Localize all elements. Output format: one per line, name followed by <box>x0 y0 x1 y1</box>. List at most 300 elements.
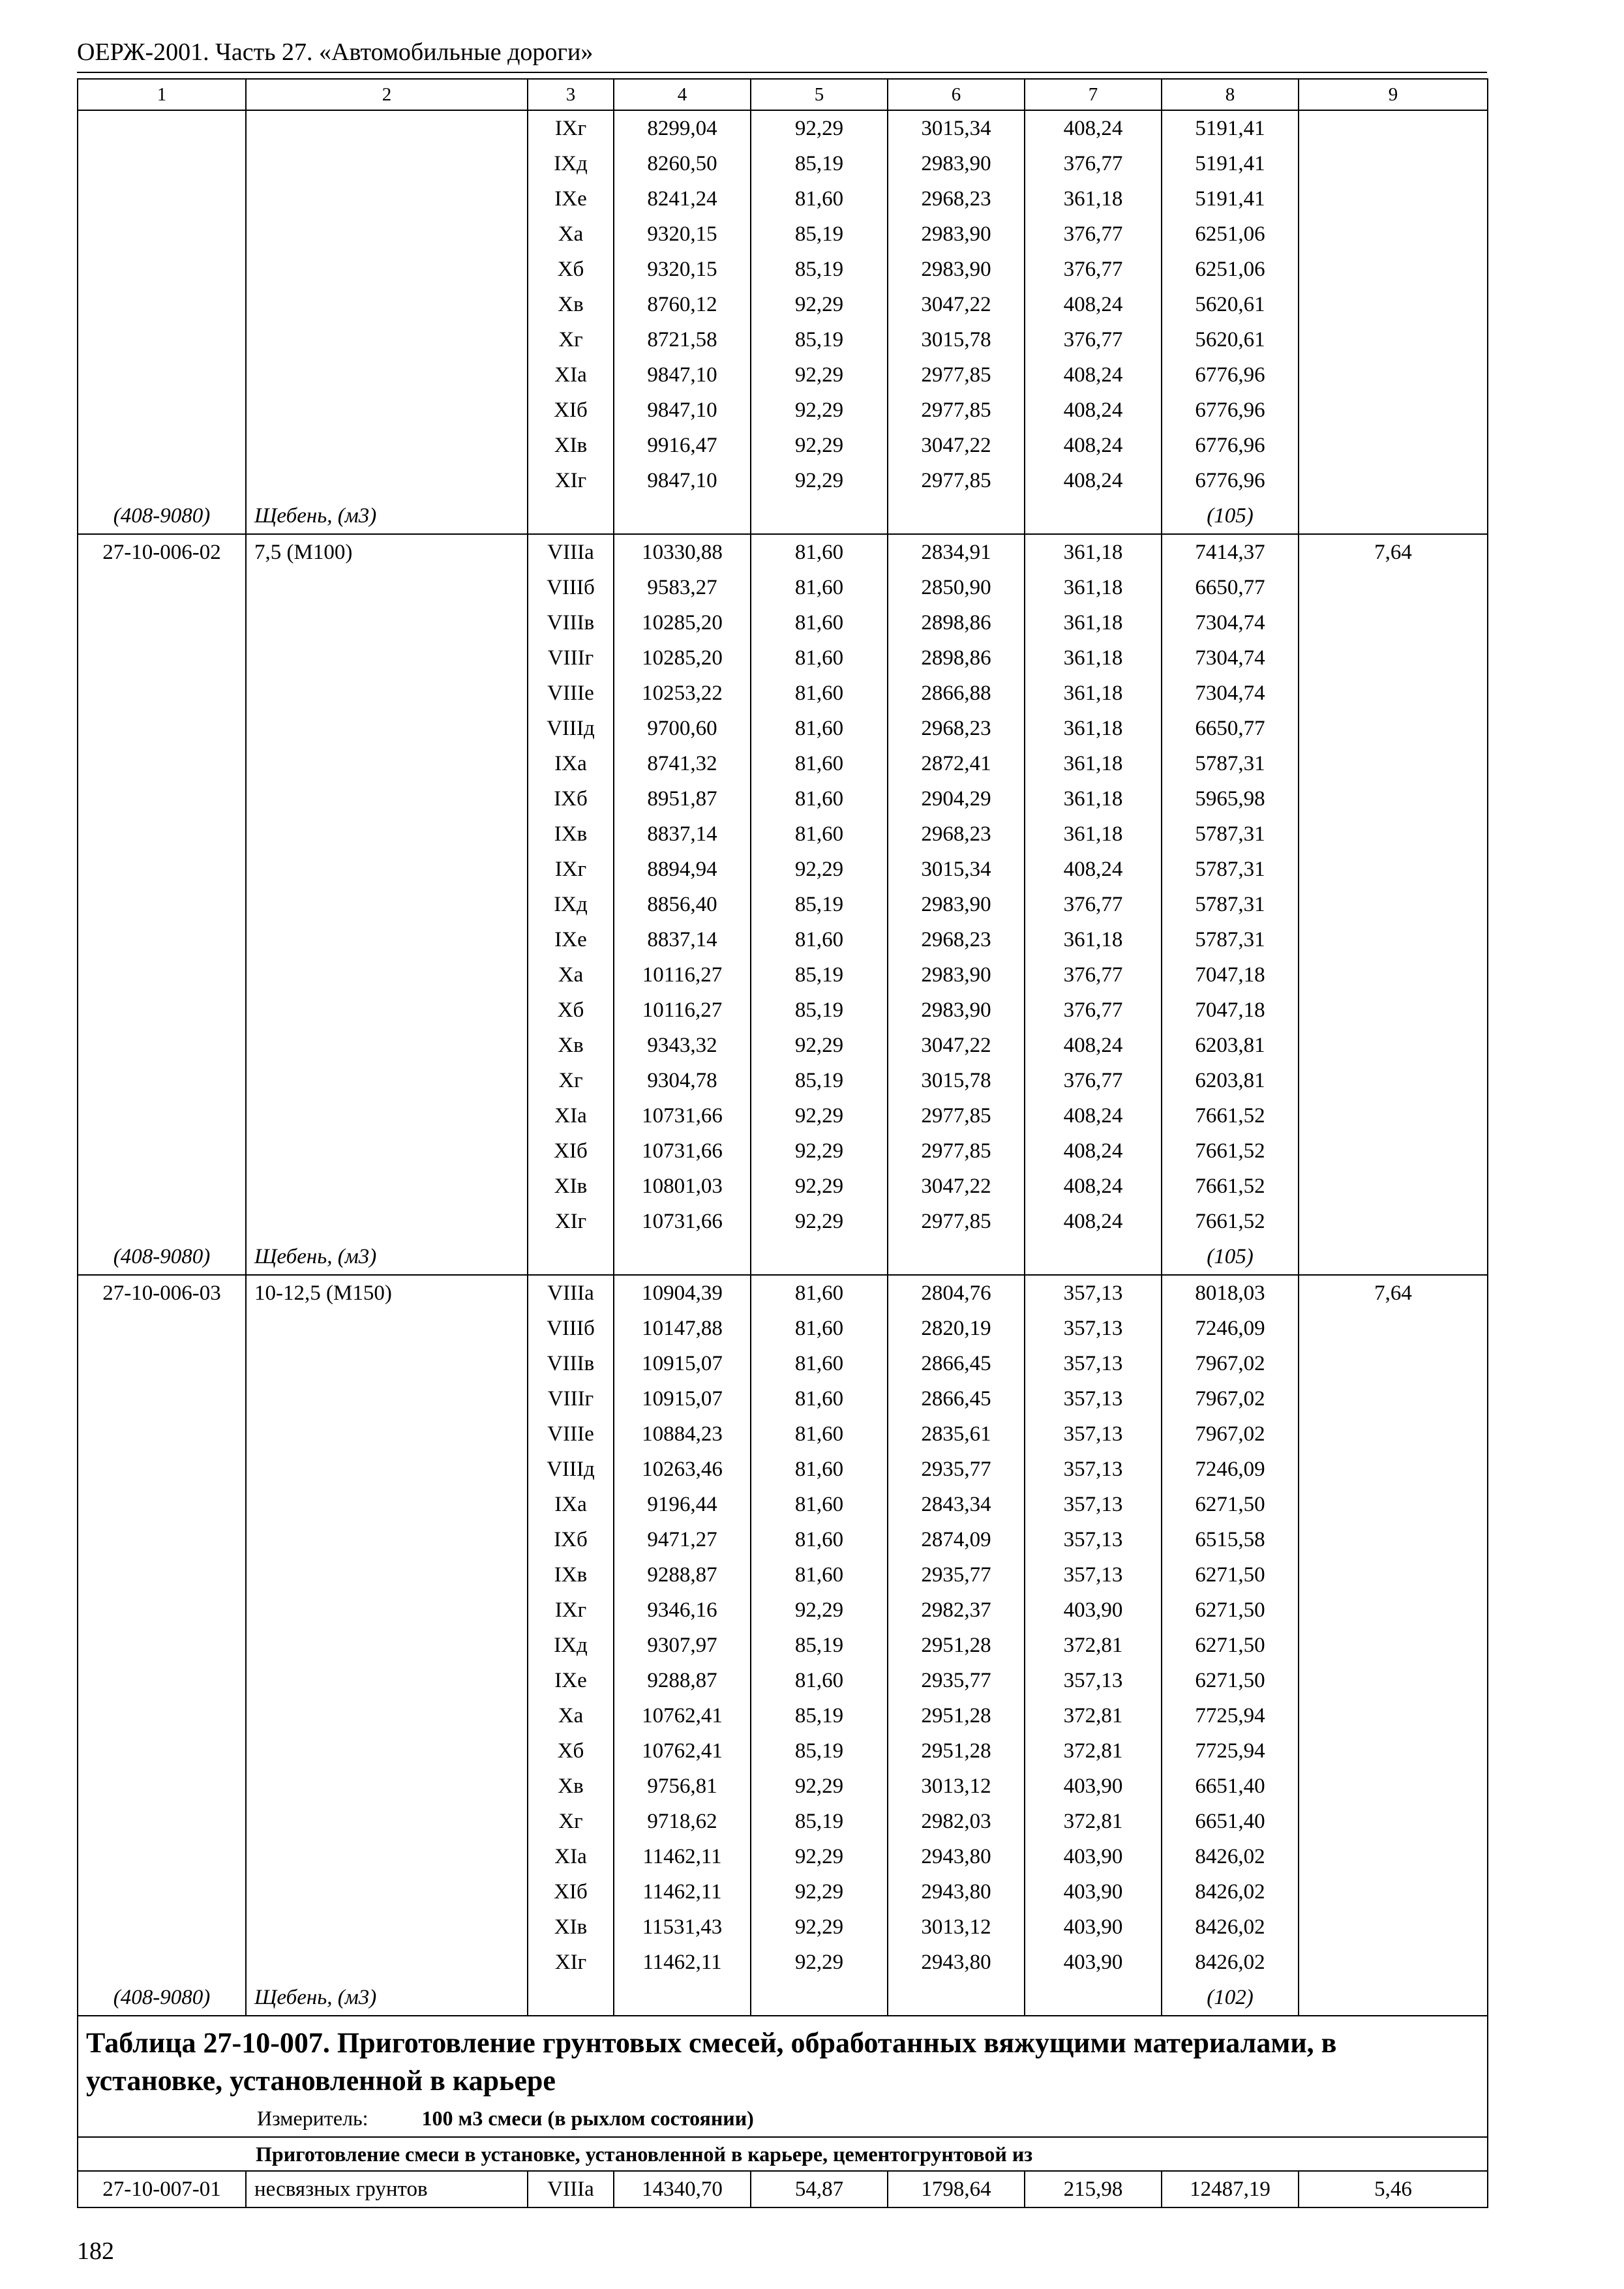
machine-cost-cell: 2835,61 <box>888 1416 1025 1452</box>
wages-cell: 81,60 <box>751 605 888 640</box>
total-cost-cell: 10915,07 <box>614 1346 751 1381</box>
code-cell <box>78 957 246 993</box>
labor-cell <box>1299 1169 1488 1204</box>
machine-cost-cell: 2943,80 <box>888 1945 1025 1980</box>
code-cell <box>78 181 246 217</box>
labor-cell <box>1299 357 1488 393</box>
total-cost-cell: 10884,23 <box>614 1416 751 1452</box>
table-row <box>78 2171 1488 2207</box>
note-empty <box>1025 1980 1162 2016</box>
note-empty <box>1025 498 1162 534</box>
name-cell <box>246 322 528 357</box>
table-row <box>78 463 1488 498</box>
materials-cell: 5787,31 <box>1162 746 1299 781</box>
materials-cell: 6271,50 <box>1162 1663 1299 1698</box>
code-cell <box>78 993 246 1028</box>
code-cell <box>78 463 246 498</box>
wages-cell: 92,29 <box>751 1204 888 1239</box>
labor-cell <box>1299 1874 1488 1909</box>
total-cost-cell: 9847,10 <box>614 463 751 498</box>
note-empty <box>614 1980 751 2016</box>
name-cell <box>246 1804 528 1839</box>
labor-cell <box>1299 1133 1488 1169</box>
labor-cell <box>1299 322 1488 357</box>
machinist-wages-cell: 408,24 <box>1025 1169 1162 1204</box>
materials-cell: 6251,06 <box>1162 252 1299 287</box>
note-empty <box>614 498 751 534</box>
machine-cost-cell: 2968,23 <box>888 816 1025 852</box>
table-row <box>78 1874 1488 1909</box>
labor-cell <box>1299 1769 1488 1804</box>
materials-cell: 7047,18 <box>1162 993 1299 1028</box>
column-number: 3 <box>528 79 614 110</box>
name-cell <box>246 605 528 640</box>
wages-cell: 92,29 <box>751 1028 888 1063</box>
total-cost-cell: 11462,11 <box>614 1945 751 1980</box>
wages-cell: 81,60 <box>751 640 888 676</box>
machinist-wages-cell: 408,24 <box>1025 428 1162 463</box>
machinist-wages-cell: 408,24 <box>1025 287 1162 322</box>
labor-cell <box>1299 922 1488 957</box>
total-cost-cell: 9346,16 <box>614 1593 751 1628</box>
wages-cell: 81,60 <box>751 1663 888 1698</box>
labor-cell <box>1299 1522 1488 1557</box>
note-value: (105) <box>1162 498 1299 534</box>
table-title: Таблица 27-10-007. Приготовление грунтовых смесей, обработанных вяжущими материалами, в установке, установленной в карьере <box>86 2027 1337 2097</box>
materials-cell: 7661,52 <box>1162 1133 1299 1169</box>
labor-cell <box>1299 781 1488 816</box>
code-cell <box>78 1487 246 1522</box>
table-row <box>78 887 1488 922</box>
total-cost-cell: 10263,46 <box>614 1452 751 1487</box>
table-row <box>78 1381 1488 1416</box>
code-cell <box>78 1522 246 1557</box>
table-row <box>78 1804 1488 1839</box>
zone-cell: VIIIб <box>528 1311 614 1346</box>
zone-cell: XIв <box>528 1169 614 1204</box>
machinist-wages-cell: 372,81 <box>1025 1804 1162 1839</box>
wages-cell: 81,60 <box>751 570 888 605</box>
materials-cell: 7304,74 <box>1162 640 1299 676</box>
name-cell <box>246 1909 528 1945</box>
machinist-wages-cell: 403,90 <box>1025 1945 1162 1980</box>
name-cell <box>246 852 528 887</box>
labor-cell <box>1299 1063 1488 1098</box>
note-name: Щебень, (м3) <box>246 498 528 534</box>
labor-cell <box>1299 463 1488 498</box>
code-cell <box>78 428 246 463</box>
note-empty <box>528 1239 614 1275</box>
labor-cell <box>1299 1311 1488 1346</box>
table-row <box>78 1275 1488 1311</box>
note-value: (105) <box>1162 1239 1299 1275</box>
code-cell <box>78 146 246 181</box>
wages-cell: 81,60 <box>751 1381 888 1416</box>
code-cell <box>78 1311 246 1346</box>
table-row <box>78 993 1488 1028</box>
labor-cell <box>1299 816 1488 852</box>
note-empty <box>528 1980 614 2016</box>
materials-cell: 6776,96 <box>1162 357 1299 393</box>
machine-cost-cell: 2951,28 <box>888 1628 1025 1663</box>
labor-cell <box>1299 1416 1488 1452</box>
wages-cell: 92,29 <box>751 1098 888 1133</box>
note-empty <box>1299 498 1488 534</box>
machinist-wages-cell: 357,13 <box>1025 1452 1162 1487</box>
materials-cell: 6515,58 <box>1162 1522 1299 1557</box>
subheading-row <box>78 2137 1488 2171</box>
code-cell <box>78 1452 246 1487</box>
zone-cell: XIв <box>528 1909 614 1945</box>
code-cell <box>78 746 246 781</box>
wages-cell: 85,19 <box>751 1628 888 1663</box>
zone-cell: Xа <box>528 1698 614 1733</box>
labor-cell <box>1299 1663 1488 1698</box>
table-caption <box>78 2016 1488 2137</box>
machinist-wages-cell: 408,24 <box>1025 1133 1162 1169</box>
total-cost-cell: 9847,10 <box>614 357 751 393</box>
note-empty <box>888 1980 1025 2016</box>
table-row <box>78 1593 1488 1628</box>
materials-cell: 6776,96 <box>1162 393 1299 428</box>
table-row <box>78 1204 1488 1239</box>
total-cost-cell: 10731,66 <box>614 1098 751 1133</box>
table-row <box>78 322 1488 357</box>
machine-cost-cell: 2935,77 <box>888 1557 1025 1593</box>
note-empty <box>1025 1239 1162 1275</box>
table-row <box>78 146 1488 181</box>
note-empty <box>888 498 1025 534</box>
code-cell <box>78 110 246 146</box>
zone-cell: IXв <box>528 816 614 852</box>
zone-cell: Xв <box>528 1028 614 1063</box>
wages-cell: 81,60 <box>751 1557 888 1593</box>
name-cell: несвязных грунтов <box>246 2171 528 2207</box>
wages-cell: 92,29 <box>751 1945 888 1980</box>
labor-cell <box>1299 252 1488 287</box>
machinist-wages-cell: 357,13 <box>1025 1346 1162 1381</box>
table-row <box>78 781 1488 816</box>
wages-cell: 81,60 <box>751 534 888 570</box>
table-row <box>78 1698 1488 1733</box>
total-cost-cell: 9718,62 <box>614 1804 751 1839</box>
machinist-wages-cell: 357,13 <box>1025 1557 1162 1593</box>
machine-cost-cell: 2804,76 <box>888 1275 1025 1311</box>
code-cell <box>78 922 246 957</box>
materials-cell: 8426,02 <box>1162 1945 1299 1980</box>
machinist-wages-cell: 357,13 <box>1025 1522 1162 1557</box>
name-cell <box>246 1204 528 1239</box>
machine-cost-cell: 2977,85 <box>888 463 1025 498</box>
name-cell: 7,5 (М100) <box>246 534 528 570</box>
zone-cell: XIб <box>528 393 614 428</box>
machinist-wages-cell: 403,90 <box>1025 1593 1162 1628</box>
machine-cost-cell: 2866,45 <box>888 1346 1025 1381</box>
wages-cell: 85,19 <box>751 887 888 922</box>
code-cell <box>78 357 246 393</box>
wages-cell: 92,29 <box>751 1169 888 1204</box>
materials-cell: 7661,52 <box>1162 1169 1299 1204</box>
subheading: Приготовление смеси в установке, установленной в карьере, цементогрунтовой из <box>78 2137 1488 2171</box>
zone-cell: IXе <box>528 922 614 957</box>
zone-cell: Xв <box>528 1769 614 1804</box>
machinist-wages-cell: 372,81 <box>1025 1698 1162 1733</box>
labor-cell <box>1299 1452 1488 1487</box>
materials-cell: 7967,02 <box>1162 1416 1299 1452</box>
wages-cell: 92,29 <box>751 428 888 463</box>
machine-cost-cell: 3013,12 <box>888 1909 1025 1945</box>
zone-cell: IXа <box>528 746 614 781</box>
machine-cost-cell: 2834,91 <box>888 534 1025 570</box>
note-name: Щебень, (м3) <box>246 1239 528 1275</box>
zone-cell: XIб <box>528 1133 614 1169</box>
table-row <box>78 1839 1488 1874</box>
wages-cell: 92,29 <box>751 1593 888 1628</box>
machinist-wages-cell: 403,90 <box>1025 1909 1162 1945</box>
zone-cell: IXб <box>528 781 614 816</box>
machine-cost-cell: 2977,85 <box>888 1133 1025 1169</box>
machine-cost-cell: 2968,23 <box>888 711 1025 746</box>
table-row <box>78 252 1488 287</box>
total-cost-cell: 9196,44 <box>614 1487 751 1522</box>
name-cell <box>246 357 528 393</box>
zone-cell: Xа <box>528 957 614 993</box>
labor-cell <box>1299 110 1488 146</box>
machine-cost-cell: 2982,03 <box>888 1804 1025 1839</box>
table-row <box>78 1133 1488 1169</box>
materials-cell: 12487,19 <box>1162 2171 1299 2207</box>
code-cell <box>78 1028 246 1063</box>
note-empty <box>614 1239 751 1275</box>
total-cost-cell: 11462,11 <box>614 1839 751 1874</box>
table-row <box>78 605 1488 640</box>
machine-cost-cell: 2983,90 <box>888 957 1025 993</box>
machinist-wages-cell: 361,18 <box>1025 922 1162 957</box>
zone-cell: VIIIа <box>528 534 614 570</box>
machine-cost-cell: 2977,85 <box>888 1098 1025 1133</box>
zone-cell: XIа <box>528 357 614 393</box>
materials-cell: 7725,94 <box>1162 1698 1299 1733</box>
name-cell <box>246 887 528 922</box>
table-row <box>78 746 1488 781</box>
zone-cell: XIб <box>528 1874 614 1909</box>
note-empty <box>1299 1980 1488 2016</box>
note-empty <box>751 1980 888 2016</box>
name-cell <box>246 1663 528 1698</box>
table-row <box>78 1663 1488 1698</box>
code-cell: 27-10-007-01 <box>78 2171 246 2207</box>
machine-cost-cell: 2983,90 <box>888 217 1025 252</box>
code-cell <box>78 570 246 605</box>
note-code: (408-9080) <box>78 498 246 534</box>
total-cost-cell: 8894,94 <box>614 852 751 887</box>
code-cell <box>78 640 246 676</box>
total-cost-cell: 9343,32 <box>614 1028 751 1063</box>
machine-cost-cell: 3015,34 <box>888 852 1025 887</box>
machinist-wages-cell: 403,90 <box>1025 1839 1162 1874</box>
name-cell <box>246 1557 528 1593</box>
zone-cell: Xг <box>528 322 614 357</box>
note-empty <box>1299 1239 1488 1275</box>
machine-cost-cell: 2982,37 <box>888 1593 1025 1628</box>
machine-cost-cell: 2898,86 <box>888 605 1025 640</box>
wages-cell: 92,29 <box>751 1909 888 1945</box>
labor-cell <box>1299 146 1488 181</box>
labor-cell: 5,46 <box>1299 2171 1488 2207</box>
zone-cell: IXг <box>528 1593 614 1628</box>
machine-cost-cell: 3013,12 <box>888 1769 1025 1804</box>
materials-cell: 5787,31 <box>1162 816 1299 852</box>
materials-cell: 6203,81 <box>1162 1028 1299 1063</box>
machine-cost-cell: 2898,86 <box>888 640 1025 676</box>
total-cost-cell: 9847,10 <box>614 393 751 428</box>
table-row <box>78 1628 1488 1663</box>
name-cell <box>246 1311 528 1346</box>
labor-cell <box>1299 605 1488 640</box>
machinist-wages-cell: 408,24 <box>1025 463 1162 498</box>
materials-cell: 7661,52 <box>1162 1098 1299 1133</box>
meter-label: Измеритель: <box>257 2106 368 2130</box>
column-number: 1 <box>78 79 246 110</box>
machine-cost-cell: 2983,90 <box>888 993 1025 1028</box>
name-cell <box>246 1733 528 1769</box>
code-cell <box>78 1804 246 1839</box>
name-cell <box>246 110 528 146</box>
materials-cell: 5191,41 <box>1162 146 1299 181</box>
machinist-wages-cell: 376,77 <box>1025 217 1162 252</box>
wages-cell: 92,29 <box>751 287 888 322</box>
total-cost-cell: 9307,97 <box>614 1628 751 1663</box>
wages-cell: 85,19 <box>751 217 888 252</box>
machinist-wages-cell: 357,13 <box>1025 1275 1162 1311</box>
materials-cell: 7304,74 <box>1162 605 1299 640</box>
zone-cell: IXд <box>528 146 614 181</box>
machinist-wages-cell: 361,18 <box>1025 781 1162 816</box>
name-cell <box>246 1098 528 1133</box>
name-cell <box>246 922 528 957</box>
machine-cost-cell: 2977,85 <box>888 357 1025 393</box>
note-name: Щебень, (м3) <box>246 1980 528 2016</box>
name-cell <box>246 393 528 428</box>
machine-cost-cell: 2872,41 <box>888 746 1025 781</box>
wages-cell: 92,29 <box>751 1769 888 1804</box>
machinist-wages-cell: 361,18 <box>1025 746 1162 781</box>
materials-cell: 7047,18 <box>1162 957 1299 993</box>
name-cell <box>246 570 528 605</box>
table-row <box>78 357 1488 393</box>
total-cost-cell: 8837,14 <box>614 922 751 957</box>
materials-cell: 7967,02 <box>1162 1381 1299 1416</box>
labor-cell <box>1299 287 1488 322</box>
machinist-wages-cell: 361,18 <box>1025 640 1162 676</box>
wages-cell: 85,19 <box>751 322 888 357</box>
materials-cell: 5620,61 <box>1162 287 1299 322</box>
code-cell <box>78 1346 246 1381</box>
machine-cost-cell: 2977,85 <box>888 1204 1025 1239</box>
materials-cell: 7246,09 <box>1162 1452 1299 1487</box>
table-row <box>78 1063 1488 1098</box>
total-cost-cell: 8721,58 <box>614 322 751 357</box>
machinist-wages-cell: 361,18 <box>1025 181 1162 217</box>
wages-cell: 81,60 <box>751 922 888 957</box>
labor-cell <box>1299 1909 1488 1945</box>
labor-cell <box>1299 1381 1488 1416</box>
wages-cell: 81,60 <box>751 1452 888 1487</box>
name-cell <box>246 993 528 1028</box>
name-cell <box>246 1452 528 1487</box>
table-row <box>78 1945 1488 1980</box>
code-cell <box>78 852 246 887</box>
code-cell <box>78 1698 246 1733</box>
zone-cell: VIIIд <box>528 711 614 746</box>
name-cell <box>246 1628 528 1663</box>
machine-cost-cell: 2951,28 <box>888 1698 1025 1733</box>
materials-cell: 6271,50 <box>1162 1628 1299 1663</box>
column-number: 9 <box>1299 79 1488 110</box>
total-cost-cell: 9916,47 <box>614 428 751 463</box>
machinist-wages-cell: 372,81 <box>1025 1628 1162 1663</box>
materials-cell: 8426,02 <box>1162 1909 1299 1945</box>
zone-cell: IXе <box>528 1663 614 1698</box>
machinist-wages-cell: 376,77 <box>1025 993 1162 1028</box>
total-cost-cell: 8951,87 <box>614 781 751 816</box>
labor-cell <box>1299 1698 1488 1733</box>
materials-cell: 8426,02 <box>1162 1839 1299 1874</box>
code-cell <box>78 1909 246 1945</box>
name-cell <box>246 1593 528 1628</box>
code-cell <box>78 322 246 357</box>
wages-cell: 92,29 <box>751 393 888 428</box>
total-cost-cell: 9471,27 <box>614 1522 751 1557</box>
materials-cell: 5191,41 <box>1162 181 1299 217</box>
note-row <box>78 498 1488 534</box>
table-row <box>78 1346 1488 1381</box>
labor-cell <box>1299 887 1488 922</box>
wages-cell: 81,60 <box>751 1522 888 1557</box>
machine-cost-cell: 2983,90 <box>888 252 1025 287</box>
wages-cell: 92,29 <box>751 357 888 393</box>
zone-cell: XIа <box>528 1098 614 1133</box>
materials-cell: 8426,02 <box>1162 1874 1299 1909</box>
total-cost-cell: 11531,43 <box>614 1909 751 1945</box>
materials-cell: 7725,94 <box>1162 1733 1299 1769</box>
materials-cell: 6650,77 <box>1162 570 1299 605</box>
machinist-wages-cell: 357,13 <box>1025 1311 1162 1346</box>
table-row <box>78 393 1488 428</box>
table-row <box>78 1098 1488 1133</box>
name-cell: 10-12,5 (М150) <box>246 1275 528 1311</box>
zone-cell: VIIIв <box>528 605 614 640</box>
name-cell <box>246 711 528 746</box>
table-row <box>78 676 1488 711</box>
name-cell <box>246 816 528 852</box>
materials-cell: 5787,31 <box>1162 852 1299 887</box>
note-code: (408-9080) <box>78 1980 246 2016</box>
labor-cell <box>1299 1945 1488 1980</box>
machinist-wages-cell: 408,24 <box>1025 1098 1162 1133</box>
total-cost-cell: 10285,20 <box>614 605 751 640</box>
machine-cost-cell: 1798,64 <box>888 2171 1025 2207</box>
materials-cell: 7246,09 <box>1162 1311 1299 1346</box>
name-cell <box>246 781 528 816</box>
machinist-wages-cell: 361,18 <box>1025 816 1162 852</box>
zone-cell: VIIIв <box>528 1346 614 1381</box>
code-cell: 27-10-006-03 <box>78 1275 246 1311</box>
machine-cost-cell: 3047,22 <box>888 428 1025 463</box>
meter-line <box>86 2104 1479 2132</box>
zone-cell: IXб <box>528 1522 614 1557</box>
wages-cell: 85,19 <box>751 993 888 1028</box>
